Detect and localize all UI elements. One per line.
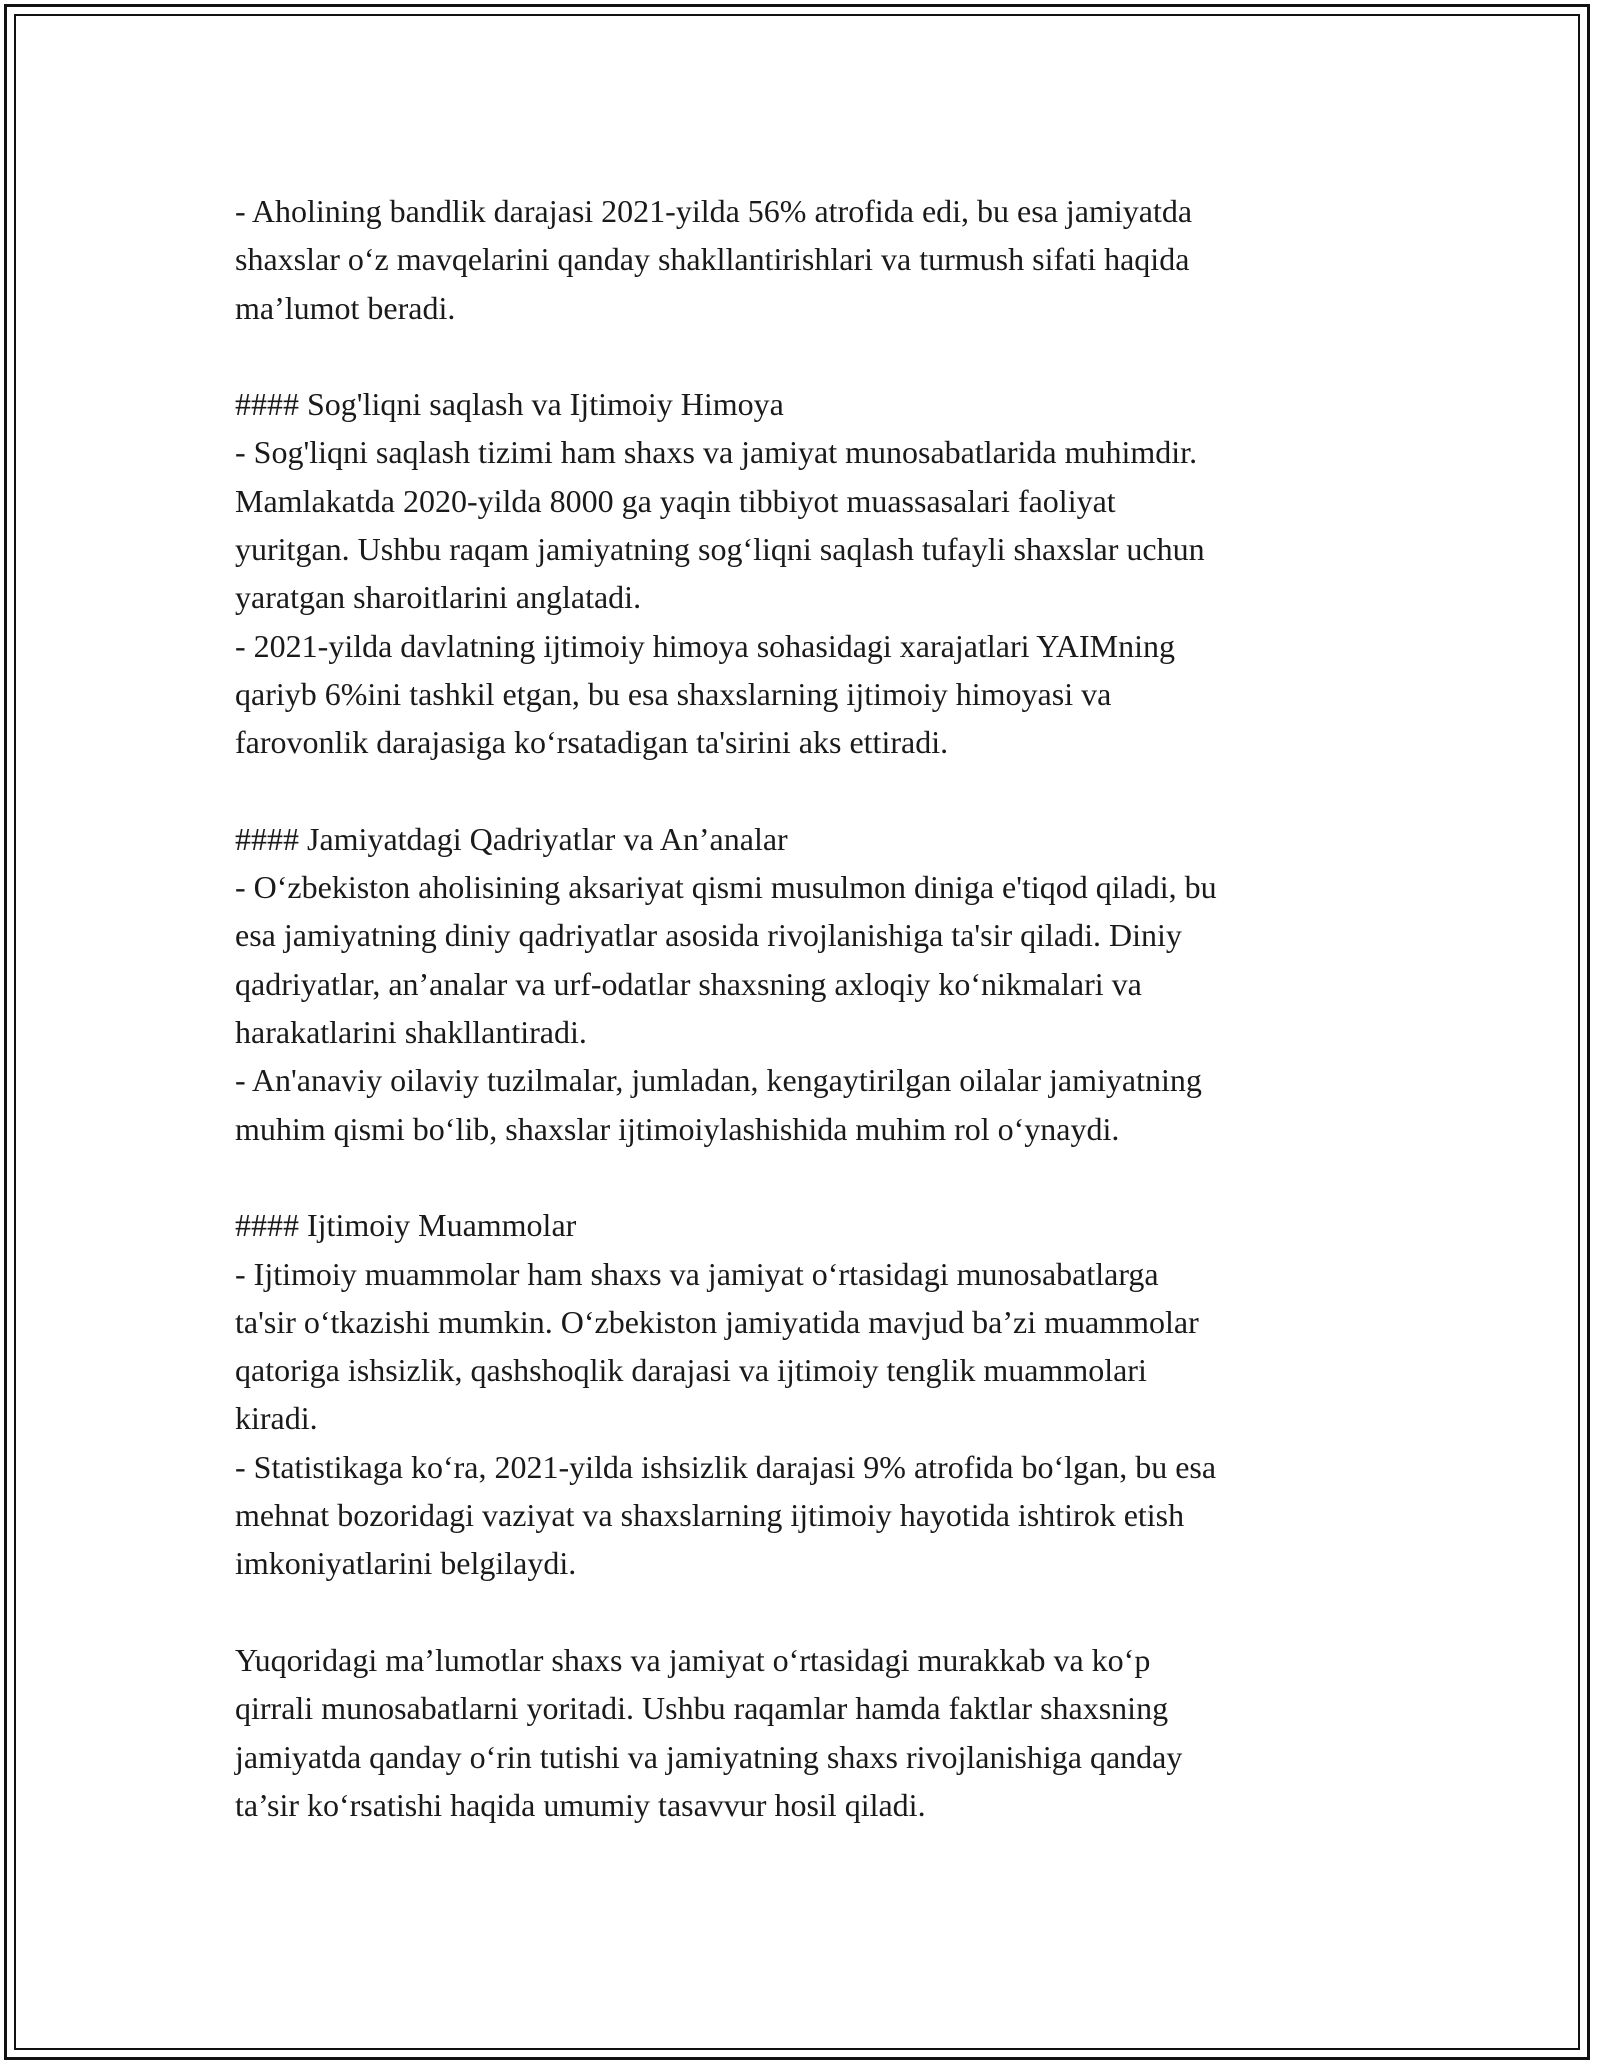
- spacer: [235, 1153, 1375, 1201]
- paragraph-health-system: - Sog'liqni saqlash tizimi ham shaxs va jamiyat munosabatlarida muhimdir. Mamlakatda 2020-yilda 8000 ga yaqin tibbiyot muassasalari faoliyat yuritgan. Ushbu raqam jamiyatning sog‘liqni saqlash tufayli shaxslar uchun yaratgan sharoitlarini anglatadi.: [235, 434, 1205, 616]
- paragraph-employment-rate: - Aholining bandlik darajasi 2021-yilda 56% atrofida edi, bu esa jamiyatda shaxslar o‘z mavqelarini qanday shakllantirishlari va turmush sifati haqida ma’lumot beradi.: [235, 193, 1193, 326]
- paragraph-religion: - O‘zbekiston aholisining aksariyat qismi musulmon diniga e'tiqod qiladi, bu esa jamiyatning diniy qadriyatlar asosida rivojlanishiga ta'sir qiladi. Diniy qadriyatlar, an’analar va urf-odatlar shaxsning axloqiy ko‘nikmalari va harakatlarini shakllantiradi.: [235, 869, 1217, 1051]
- paragraph-conclusion: Yuqoridagi ma’lumotlar shaxs va jamiyat o‘rtasidagi murakkab va ko‘p qirrali munosabatlarni yoritadi. Ushbu raqamlar hamda faktlar shaxsning jamiyatda qanday o‘rin tutishi va jamiyatning shaxs rivojlanishiga qanday ta’sir ko‘rsatishi haqida umumiy tasavvur hosil qiladi.: [235, 1641, 1183, 1823]
- heading-values-traditions: #### Jamiyatdagi Qadriyatlar va An’analar: [235, 820, 788, 857]
- spacer: [235, 767, 1375, 815]
- paragraph-unemployment: - Statistikaga ko‘ra, 2021-yilda ishsizlik darajasi 9% atrofida bo‘lgan, bu esa mehnat bozoridagi vaziyat va shaxslarning ijtimoiy hayotida ishtirok etish imkoniyatlarini belgilaydi.: [235, 1448, 1217, 1582]
- document-body: [235, 187, 1375, 1829]
- spacer: [235, 332, 1375, 380]
- paragraph-family-structures: - An'anaviy oilaviy tuzilmalar, jumladan, kengaytirilgan oilalar jamiyatning muhim qismi bo‘lib, shaxslar ijtimoiylashishida muhim rol o‘ynaydi.: [235, 1062, 1202, 1147]
- spacer: [235, 1588, 1375, 1636]
- heading-health-social-protection: #### Sog'liqni saqlash va Ijtimoiy Himoya: [235, 386, 784, 423]
- paragraph-social-spending: - 2021-yilda davlatning ijtimoiy himoya sohasidagi xarajatlari YAIMning qariyb 6%ini tashkil etgan, bu esa shaxslarning ijtimoiy himoyasi va farovonlik darajasiga ko‘rsatadigan ta'sirini aks ettiradi.: [235, 627, 1175, 761]
- heading-social-problems: #### Ijtimoiy Muammolar: [235, 1207, 577, 1244]
- paragraph-social-problems: - Ijtimoiy muammolar ham shaxs va jamiyat o‘rtasidagi munosabatlarga ta'sir o‘tkazishi mumkin. O‘zbekiston jamiyatida mavjud ba’zi muammolar qatoriga ishsizlik, qashshoqlik darajasi va ijtimoiy tenglik muammolari kiradi.: [235, 1255, 1199, 1437]
